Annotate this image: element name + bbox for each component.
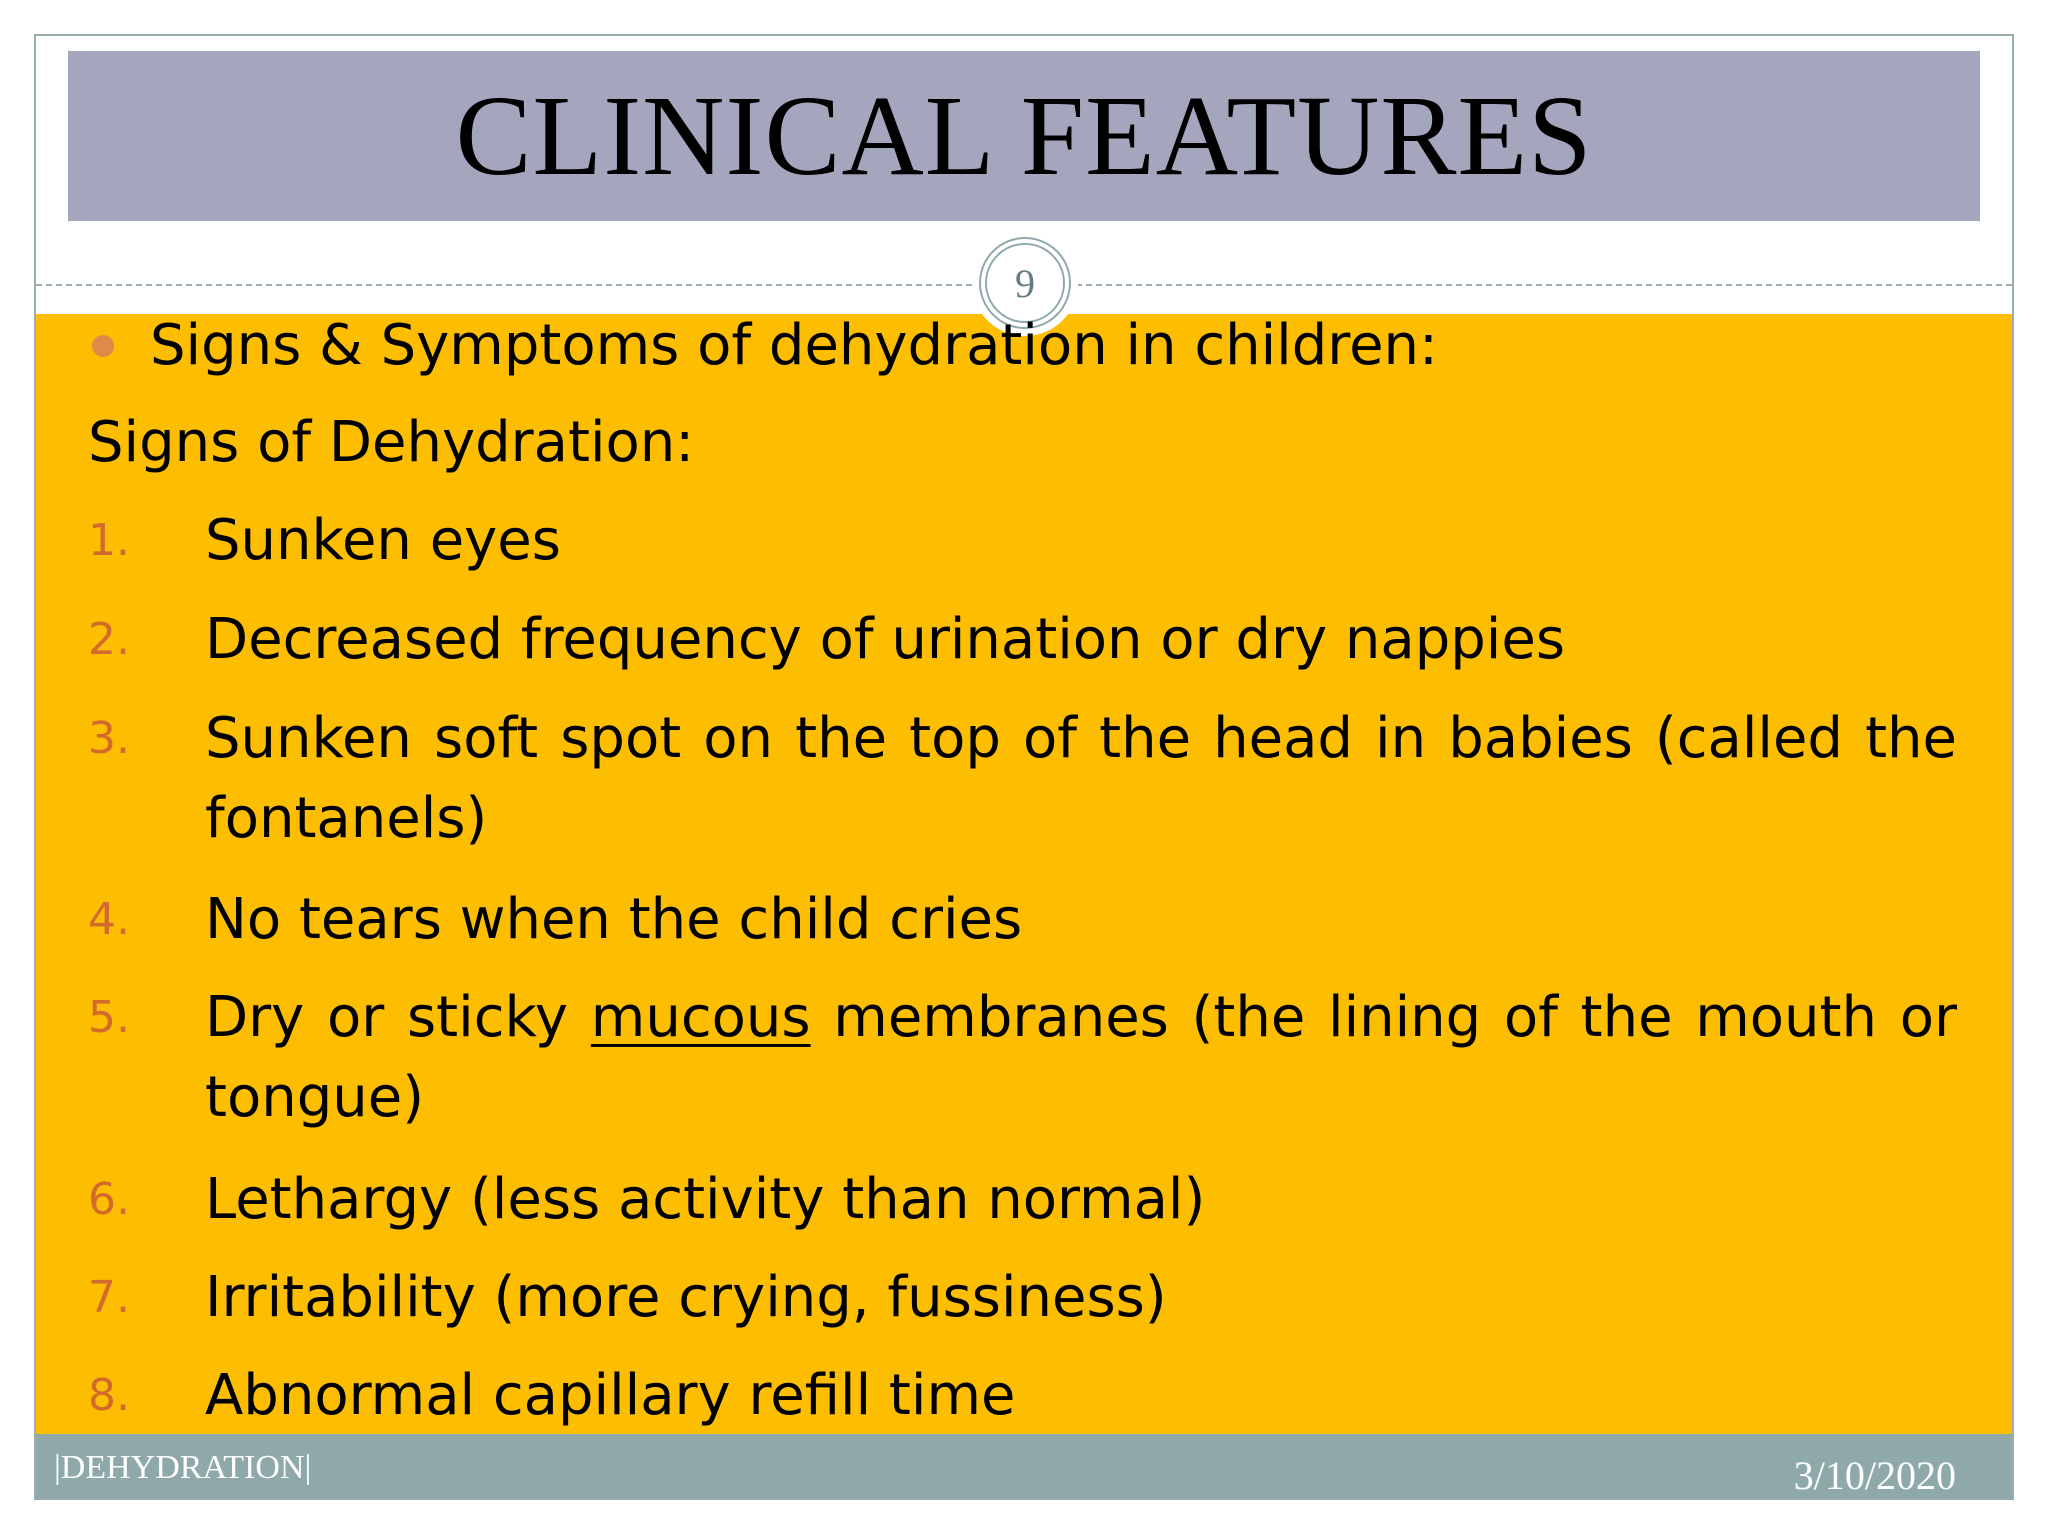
list-item-number: 6.	[88, 1174, 130, 1225]
list-item-number: 3.	[88, 713, 130, 764]
bullet-heading	[92, 306, 1438, 386]
list-item-text: Lethargy (less activity than normal)	[205, 1167, 1206, 1232]
list-item-text-part: Dry or sticky	[205, 985, 591, 1050]
list-item-number: 2.	[88, 614, 130, 665]
list-item-text: Abnormal capillary refill time	[205, 1363, 1016, 1428]
list-item-number: 8.	[88, 1370, 130, 1421]
footer-title: |DEHYDRATION|	[54, 1449, 312, 1486]
list-item-text	[205, 978, 1957, 1138]
list-item-text: Sunken eyes	[205, 508, 561, 573]
list-item-number: 1.	[88, 515, 130, 566]
underlined-term: mucous	[590, 985, 811, 1050]
slide-title: CLINICAL FEATURES	[455, 72, 1593, 199]
footer-date: 3/10/2020	[1793, 1453, 1956, 1498]
list-item-number: 4.	[88, 894, 130, 945]
footer-bar	[36, 1434, 2012, 1498]
page-number: 9	[985, 243, 1065, 323]
list-item-text: Sunken soft spot on the top of the head in babies (called the fontanels)	[205, 706, 1957, 851]
list-item-number: 5.	[88, 992, 130, 1043]
subheading: Signs of Dehydration:	[88, 410, 695, 475]
bullet-dot-icon	[92, 335, 114, 357]
list-item-text: Irritability (more crying, fussiness)	[205, 1265, 1167, 1330]
bullet-heading-text: Signs & Symptoms of dehydration in children:	[150, 313, 1438, 378]
list-item-text-part: membranes (the lining of the mouth or tongue)	[205, 985, 1957, 1130]
title-bar	[68, 51, 1980, 221]
list-item-text: Decreased frequency of urination or dry nappies	[205, 607, 1565, 672]
list-item-text: No tears when the child cries	[205, 887, 1023, 952]
list-item-number: 7.	[88, 1272, 130, 1323]
